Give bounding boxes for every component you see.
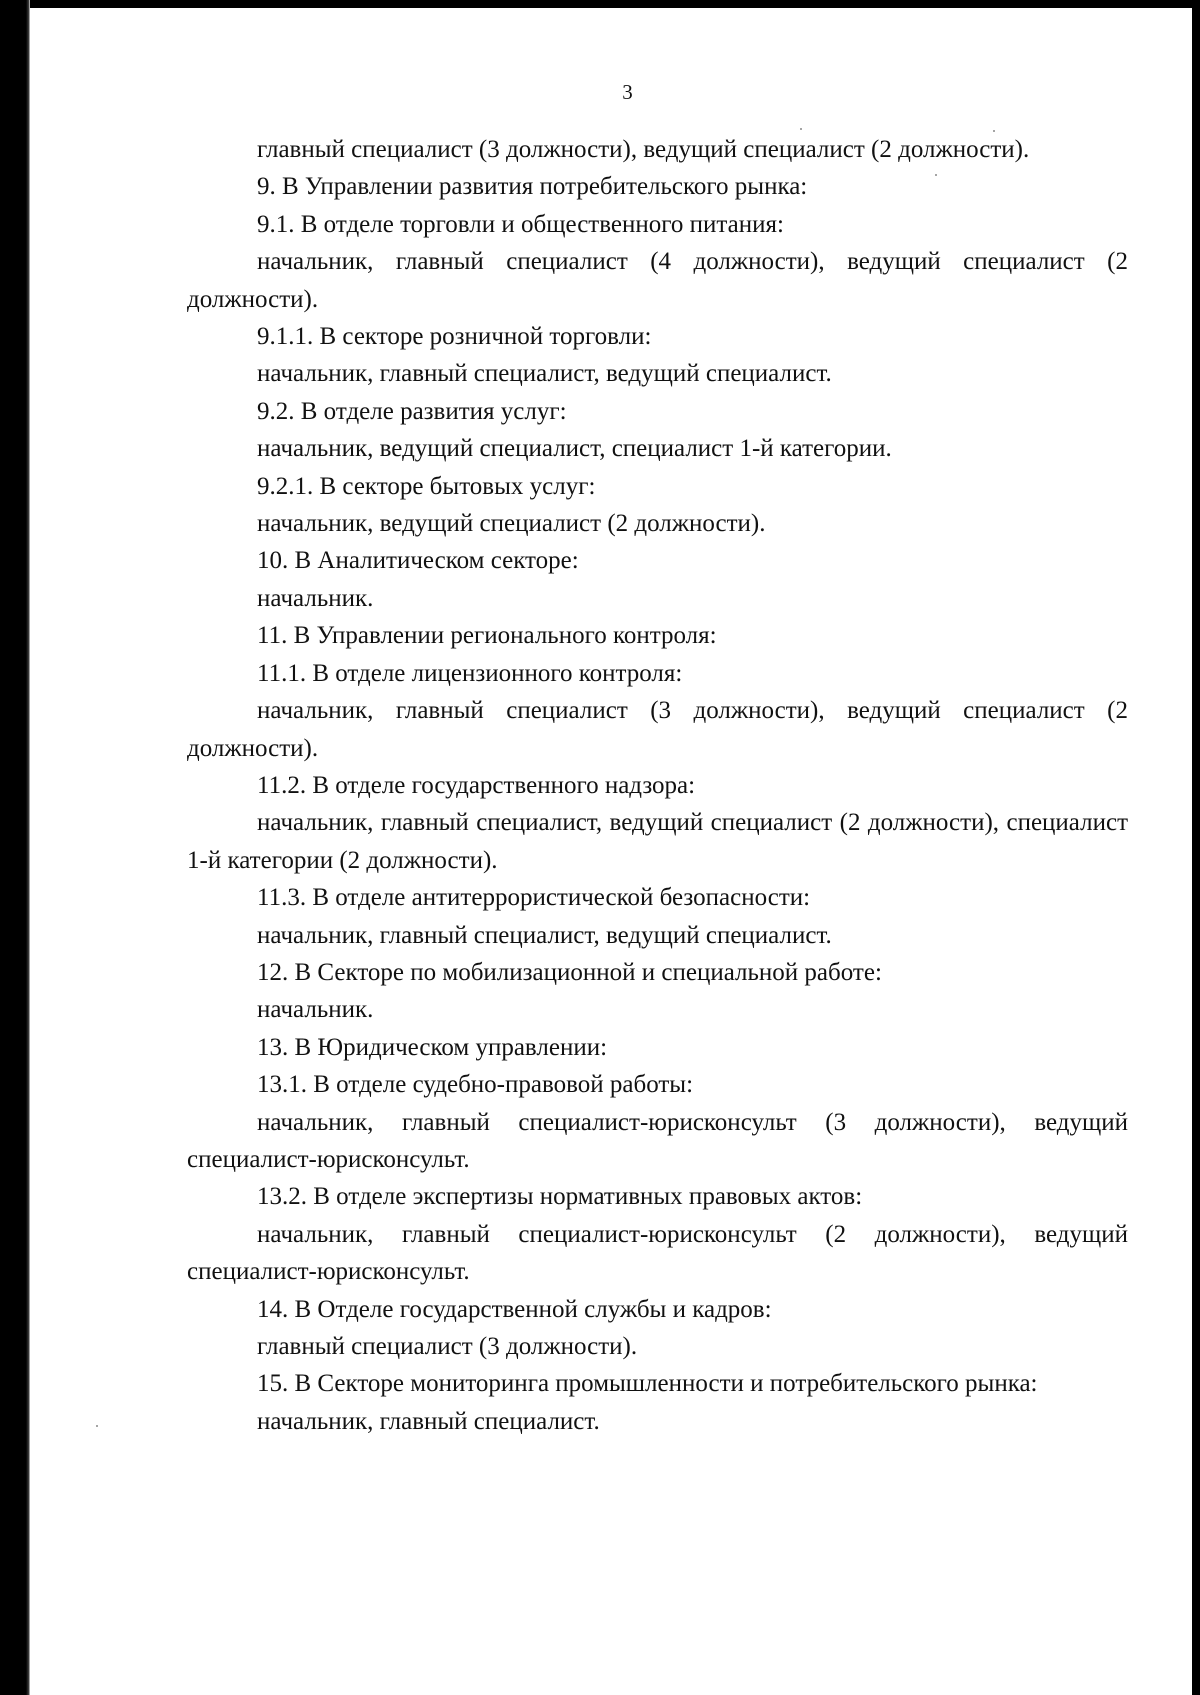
paragraph: 9.1.1. В секторе розничной торговли: [257,323,652,351]
paragraph: начальник, главный специалист (3 должности), ведущий специалист (2 должности). [187,697,1128,762]
scan-border-right [1192,0,1200,1695]
paragraph: 11.1. В отделе лицензионного контроля: [257,659,683,687]
paragraph: начальник, главный специалист-юрисконсульт (3 должности), ведущий специалист-юрисконсульт. [187,1108,1128,1173]
paragraph: главный специалист (3 должности), ведущий специалист (2 должности). [257,136,1030,163]
paragraph: 11.2. В отделе государственного надзора: [257,771,696,799]
page-number: 3 [622,80,633,104]
paragraph: начальник, ведущий специалист, специалист 1-й категории. [257,435,892,463]
scan-border-top [0,0,1200,8]
paragraph: 11.3. В отделе антитеррористической безопасности: [257,884,811,912]
paragraph: начальник, главный специалист-юрисконсульт (2 должности), ведущий специалист-юрисконсульт. [187,1220,1128,1286]
paragraph: начальник, главный специалист, ведущий специалист. [257,360,832,388]
paragraph: 13.1. В отделе судебно-правовой работы: [257,1071,694,1099]
paragraph: 15. В Секторе мониторинга промышленности и потребительского рынка: [257,1370,1038,1398]
paragraph: 9.1. В отделе торговли и общественного питания: [257,210,784,238]
paragraph: 9. В Управлении развития потребительского рынка: [257,173,808,201]
paragraph: 10. В Аналитическом секторе: [257,547,579,575]
scan-speck [800,128,802,130]
paragraph: начальник, ведущий специалист (2 должности). [257,510,766,538]
paragraph: 11. В Управлении регионального контроля: [257,622,717,650]
paragraph: начальник. [257,996,374,1024]
paragraph: начальник, главный специалист, ведущий специалист (2 должности), специалист 1-й категории (2 должности). [187,809,1128,874]
paragraph: главный специалист (3 должности). [257,1333,638,1360]
paragraph: начальник, главный специалист, ведущий специалист. [257,921,832,949]
paragraph: 12. В Секторе по мобилизационной и специальной работе: [257,958,882,986]
paragraph: 13.2. В отделе экспертизы нормативных правовых актов: [257,1183,863,1211]
paragraph: 14. В Отделе государственной службы и кадров: [257,1295,772,1323]
paragraph: 9.2.1. В секторе бытовых услуг: [257,472,596,500]
paragraph: 9.2. В отделе развития услуг: [257,397,567,425]
paragraph: начальник. [257,584,374,612]
document-body [187,131,1128,1440]
paragraph: начальник, главный специалист. [257,1407,600,1435]
scan-border-left [0,0,30,1695]
paragraph: начальник, главный специалист (4 должности), ведущий специалист (2 должности). [187,248,1128,313]
paragraph: 13. В Юридическом управлении: [257,1033,608,1061]
scan-speck [96,1425,98,1427]
